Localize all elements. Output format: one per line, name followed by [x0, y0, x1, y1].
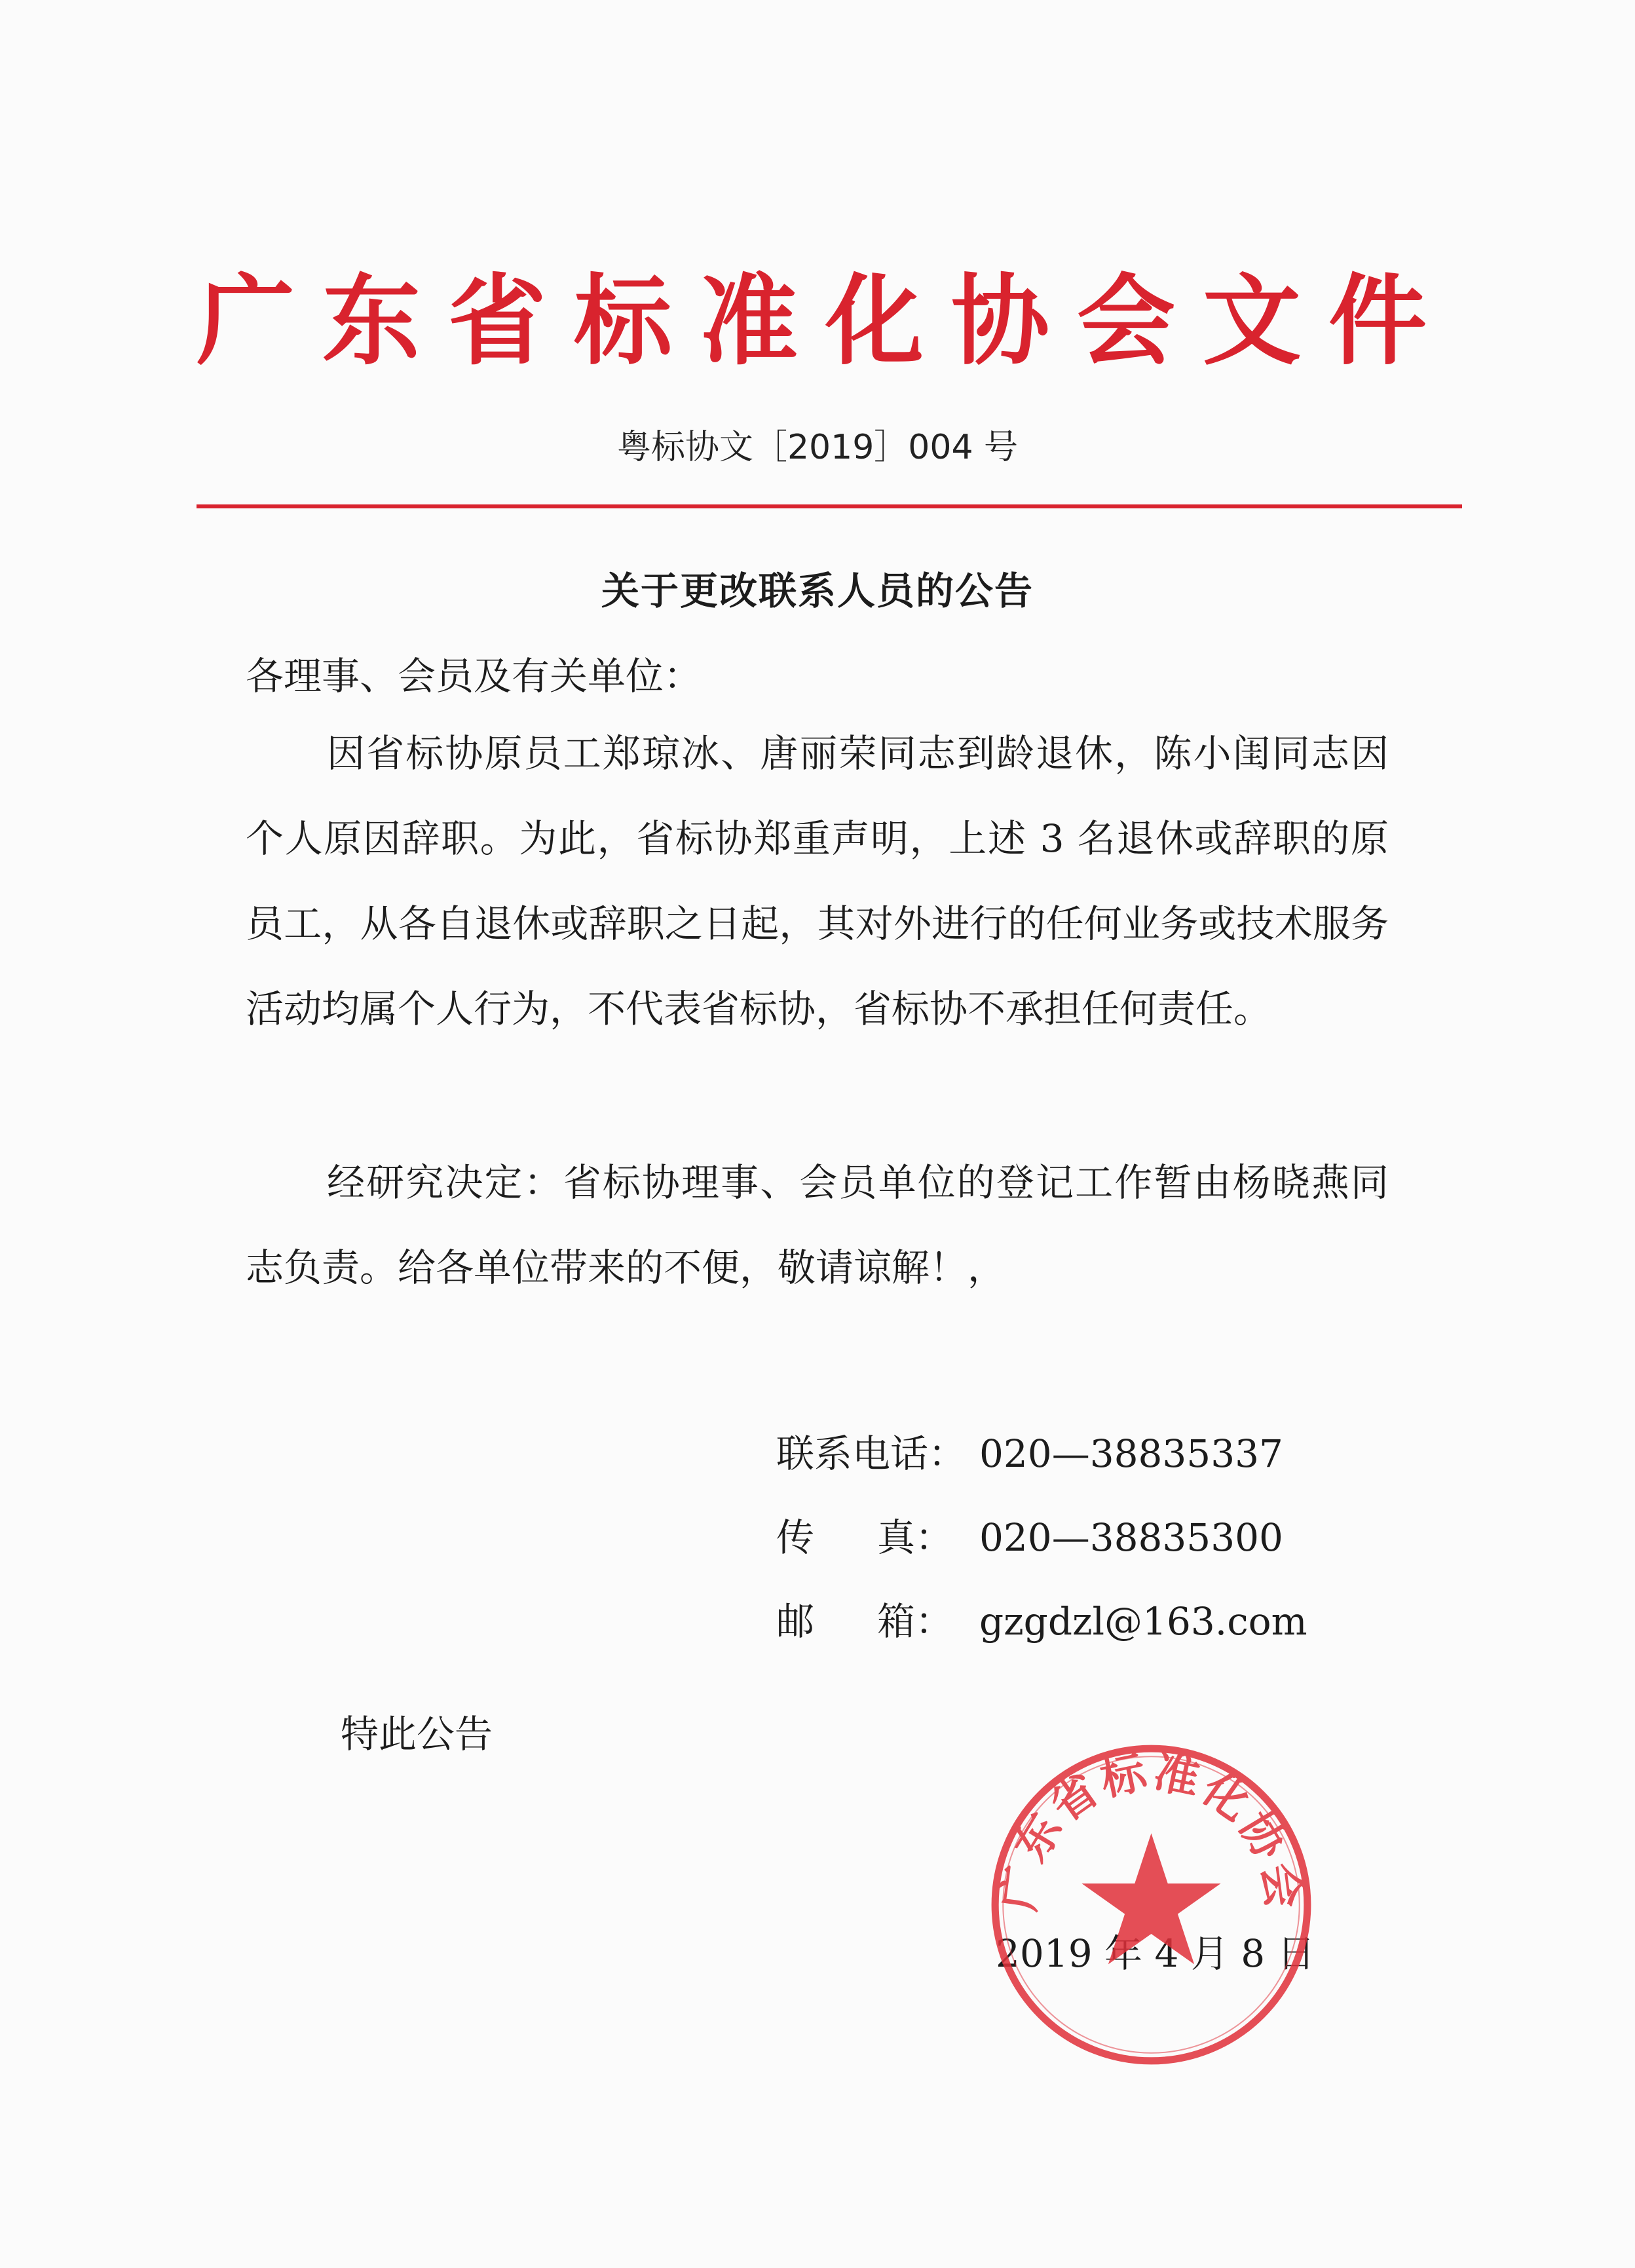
fax-value: 020—38835300 [979, 1515, 1283, 1560]
svg-text:广东省标准化协会: 广东省标准化协会 [992, 1745, 1310, 1914]
body-paragraph-2: 经研究决定：省标协理事、会员单位的登记工作暂由杨晓燕同志负责。给各单位带来的不便，敬请谅解！， [246, 1160, 1389, 1290]
notice-title: 关于更改联系人员的公告 [601, 569, 1034, 613]
seal-stamp-icon [986, 1739, 1317, 2070]
issuer-title: 广东省标准化协会文件 [197, 263, 1455, 379]
phone-value: 020—38835337 [979, 1431, 1283, 1476]
salutation: 各理事、会员及有关单位： [246, 654, 702, 698]
email-label: 邮箱： [776, 1599, 954, 1644]
body-paragraph-1: 因省标协原员工郑琼冰、唐丽荣同志到龄退休，陈小闺同志因个人原因辞职。为此，省标协郑重声明，上述 3 名退休或辞职的原员工，从各自退休或辞职之日起，其对外进行的任何业务或技术服务活动均属个人行为，不代表省标协，省标协不承担任何责任。 [246, 731, 1389, 1031]
fax-label: 传真： [776, 1515, 954, 1560]
issue-date: 2019 年 4 月 8 日 [996, 1931, 1315, 1976]
contact-fax-row [776, 1496, 1307, 1579]
contact-phone-row [776, 1412, 1307, 1496]
contact-block [776, 1412, 1307, 1663]
closing-statement: 特此公告 [341, 1712, 493, 1756]
official-seal [986, 1739, 1317, 2070]
red-divider [197, 504, 1462, 508]
document-number: 粤标协文［2019］004 号 [616, 428, 1019, 467]
email-value: gzgdzl@163.com [979, 1599, 1307, 1644]
contact-email-row [776, 1579, 1307, 1663]
phone-label: 联系电话： [776, 1431, 967, 1476]
